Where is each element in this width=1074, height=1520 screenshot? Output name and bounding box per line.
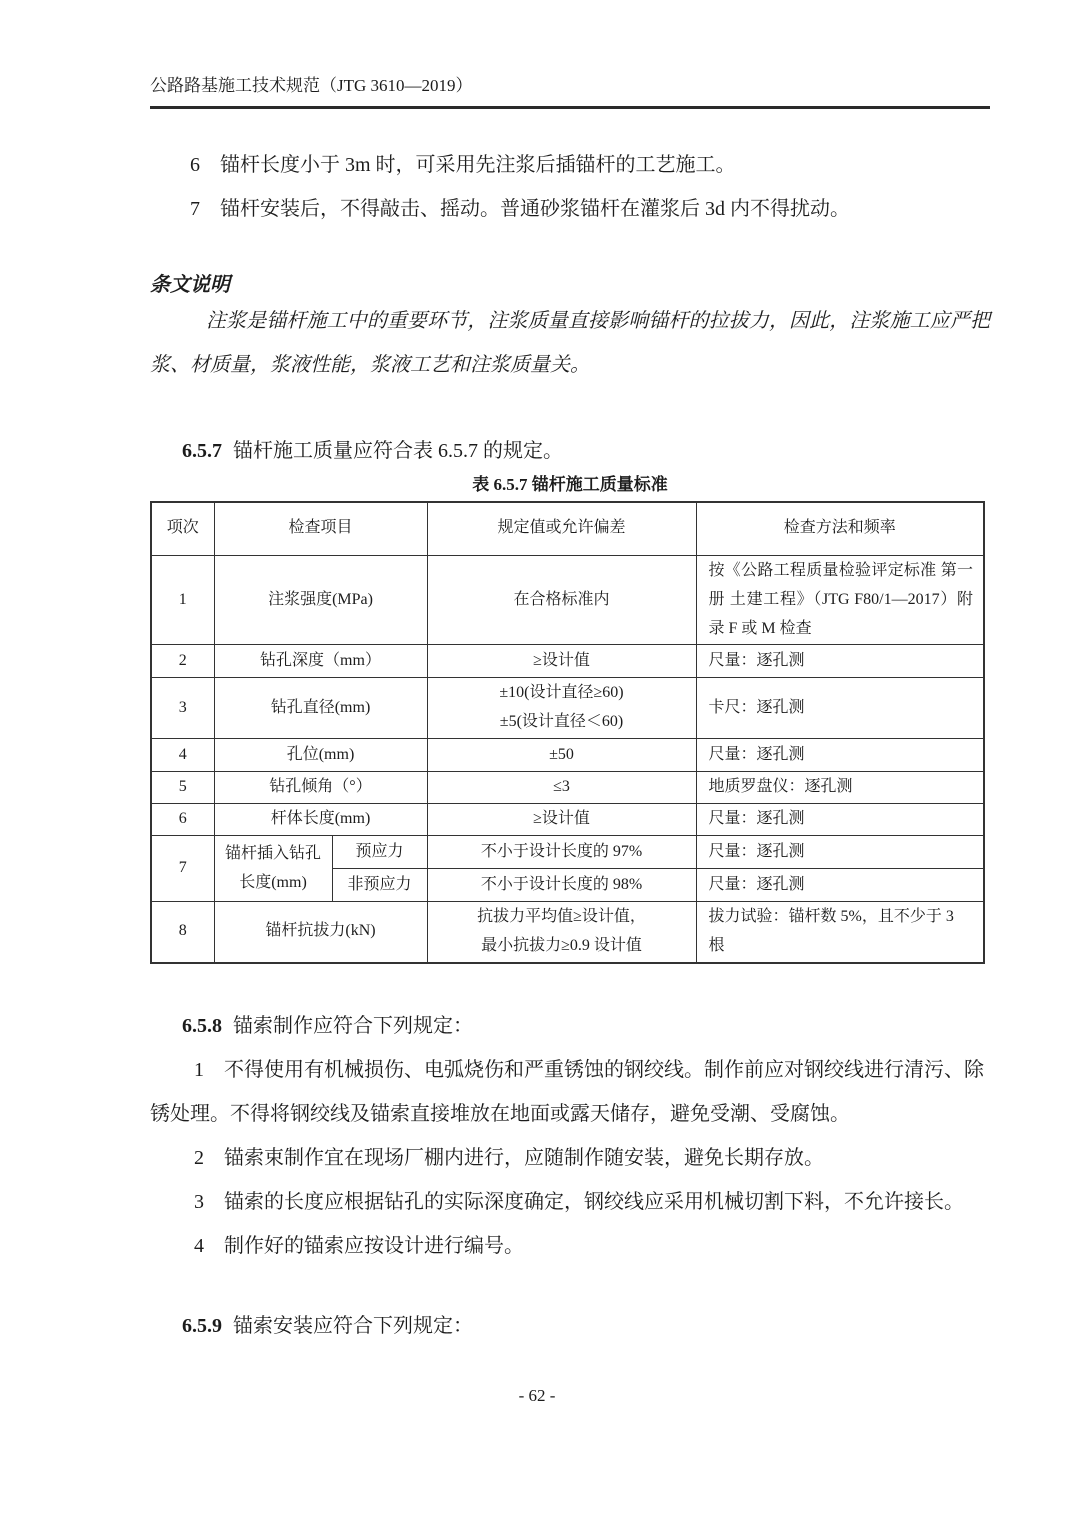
paragraph-item-6: 6 锚杆长度小于 3m 时，可采用先注浆后插锚杆的工艺施工。: [190, 153, 736, 176]
table-row: [151, 739, 984, 772]
cell-method: 尺量：逐孔测: [696, 804, 984, 836]
table-row: [151, 772, 984, 804]
table-row: [151, 678, 984, 739]
cell-value-line-2: ±5(设计直径＜60): [499, 713, 624, 731]
cell-method: 尺量：逐孔测: [696, 739, 984, 772]
cell-value: 不小于设计长度的 98%: [427, 869, 696, 902]
clause-6-5-8: [150, 1004, 990, 1048]
cell-sub-label: 预应力: [332, 836, 427, 869]
cell-value: 不小于设计长度的 97%: [427, 836, 696, 869]
clause-6-5-9: [150, 1304, 990, 1348]
clause-6-5-8-item-3: 3 锚索的长度应根据钻孔的实际深度确定，钢绞线应采用机械切割下料，不允许接长。: [194, 1190, 964, 1213]
cell-method: 按《公路工程质量检验评定标准 第一册 土建工程》（JTG F80/1—2017）附录 F 或 M 检查: [696, 556, 984, 645]
running-header-title: 公路路基施工技术规范（JTG 3610—2019）: [150, 76, 473, 95]
cell-item: 锚杆插入钻孔长度(mm): [214, 836, 332, 902]
cell-no: 6: [151, 804, 214, 836]
cell-sub-label: 非预应力: [332, 869, 427, 902]
cell-no: 5: [151, 772, 214, 804]
notes-paragraph: 注浆是锚杆施工中的重要环节，注浆质量直接影响锚杆的拉拔力，因此，注浆施工应严把浆、材质量，浆液性能，浆液工艺和注浆质量关。: [150, 309, 990, 376]
cell-value: ≥设计值: [427, 645, 696, 678]
cell-no: 2: [151, 645, 214, 678]
cell-item: 注浆强度(MPa): [214, 556, 427, 645]
cell-item: 孔位(mm): [214, 739, 427, 772]
table-row: [151, 902, 984, 963]
cell-value: ≤3: [427, 772, 696, 804]
notes-heading: 条文说明: [150, 273, 230, 296]
cell-no: 4: [151, 739, 214, 772]
cell-item: 锚杆抗拔力(kN): [214, 902, 427, 963]
cell-method: 尺量：逐孔测: [696, 836, 984, 869]
table-row: [151, 645, 984, 678]
clause-6-5-7-number: 6.5.7: [182, 439, 222, 462]
cell-item: 杆体长度(mm): [214, 804, 427, 836]
header-cell-method: 检查方法和频率: [696, 502, 984, 556]
cell-no: 1: [151, 556, 214, 645]
clause-6-5-8-item-4: 4 制作好的锚索应按设计进行编号。: [194, 1234, 524, 1257]
clause-6-5-8-number: 6.5.8: [182, 1014, 222, 1037]
cell-value: [427, 902, 696, 963]
anchor-quality-standard-table: [150, 501, 985, 964]
cell-value: ≥设计值: [427, 804, 696, 836]
table-row: [151, 804, 984, 836]
table-title: 表 6.5.7 锚杆施工质量标准: [472, 474, 668, 494]
cell-no: 3: [151, 678, 214, 739]
header-cell-value: 规定值或允许偏差: [427, 502, 696, 556]
cell-method: 拔力试验：锚杆数 5%，且不少于 3 根: [696, 902, 984, 963]
paragraph-item-7: 7 锚杆安装后，不得敲击、摇动。普通砂浆锚杆在灌浆后 3d 内不得扰动。: [190, 197, 850, 220]
cell-method: 尺量：逐孔测: [696, 869, 984, 902]
cell-value: 在合格标准内: [427, 556, 696, 645]
clause-6-5-8-item-2: 2 锚索束制作宜在现场厂棚内进行，应随制作随安装，避免长期存放。: [194, 1146, 824, 1169]
table-row: [151, 556, 984, 645]
clause-6-5-8-text: 锚索制作应符合下列规定：: [233, 1014, 473, 1037]
cell-no: 8: [151, 902, 214, 963]
cell-no: 7: [151, 836, 214, 902]
clause-6-5-9-text: 锚索安装应符合下列规定：: [233, 1314, 473, 1337]
running-header: [150, 74, 990, 109]
clause-6-5-9-number: 6.5.9: [182, 1314, 222, 1337]
cell-value: ±50: [427, 739, 696, 772]
cell-value-line-2: 最小抗拔力≥0.9 设计值: [481, 936, 642, 954]
table-row-7a: [151, 836, 984, 869]
cell-method: 尺量：逐孔测: [696, 645, 984, 678]
cell-value: [427, 678, 696, 739]
table-header-row: [151, 502, 984, 556]
cell-item: 钻孔深度（mm）: [214, 645, 427, 678]
cell-method: 卡尺：逐孔测: [696, 678, 984, 739]
header-cell-no: 项次: [151, 502, 214, 556]
cell-item: 钻孔直径(mm): [214, 678, 427, 739]
cell-method: 地质罗盘仪：逐孔测: [696, 772, 984, 804]
clause-6-5-7: [150, 429, 990, 473]
page-number: - 62 -: [518, 1386, 556, 1405]
clause-6-5-8-item-1: 1 不得使用有机械损伤、电弧烧伤和严重锈蚀的钢绞线。制作前应对钢绞线进行清污、除锈处理。不得将钢绞线及锚索直接堆放在地面或露天储存，避免受潮、受腐蚀。: [150, 1058, 984, 1125]
header-cell-item: 检查项目: [214, 502, 427, 556]
cell-item: 钻孔倾角（°）: [214, 772, 427, 804]
cell-value-line-1: 抗拔力平均值≥设计值，: [477, 908, 646, 926]
cell-value-line-1: ±10(设计直径≥60): [499, 684, 624, 702]
clause-6-5-7-text: 锚杆施工质量应符合表 6.5.7 的规定。: [233, 439, 563, 462]
